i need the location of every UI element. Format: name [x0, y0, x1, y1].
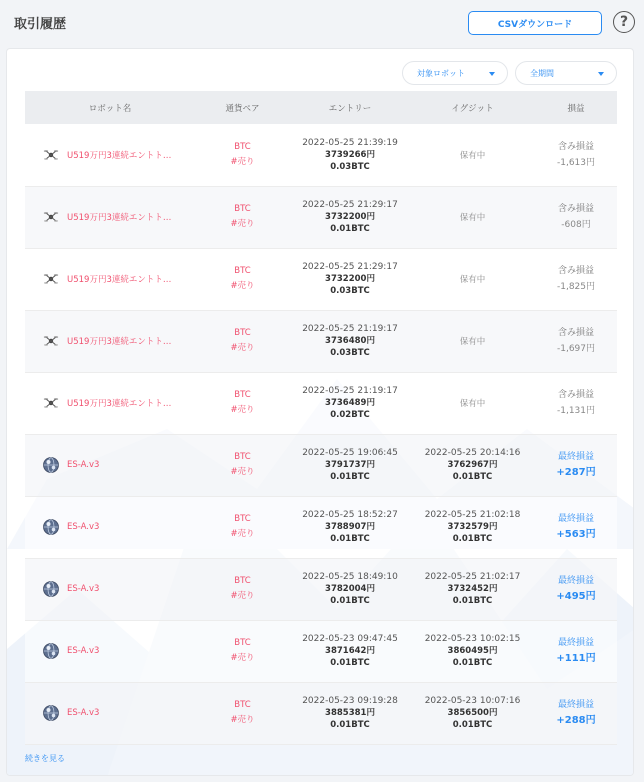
entry-info [290, 137, 410, 173]
entry-datetime: 2022-05-25 19:06:45 [302, 448, 398, 458]
robot-name[interactable]: U519万円3連続エントト… [67, 213, 172, 223]
trade-side: #売り [230, 653, 255, 663]
pl-value: -1,697円 [556, 344, 595, 354]
entry-datetime: 2022-05-25 21:29:17 [302, 200, 398, 210]
entry-amount: 0.03BTC [330, 348, 370, 358]
entry-price: 3736489円 [325, 398, 375, 408]
page-header [0, 0, 644, 46]
trade-side: #売り [230, 591, 255, 601]
entry-datetime: 2022-05-25 21:19:17 [302, 386, 398, 396]
currency-pair: BTC [234, 452, 251, 462]
robot-name[interactable]: ES-A.v3 [67, 708, 100, 718]
pl-value: +563円 [556, 529, 596, 540]
entry-price: 3736480円 [325, 336, 375, 346]
robot-cell [25, 434, 195, 496]
robot-name[interactable]: ES-A.v3 [67, 460, 100, 470]
exit-info [410, 447, 535, 483]
pl-value: +287円 [556, 467, 596, 478]
table-row[interactable] [25, 682, 617, 744]
robot-cell [25, 558, 195, 620]
column-header-pl: 損益 [535, 91, 617, 124]
table-row[interactable] [25, 620, 617, 682]
entry-cell [290, 620, 410, 682]
entry-amount: 0.03BTC [330, 161, 370, 172]
entry-cell [290, 558, 410, 620]
exit-info [410, 695, 535, 731]
robot-name[interactable]: U519万円3連続エントト… [67, 337, 172, 347]
trade-side: #売り [230, 156, 255, 167]
robot-cell [25, 620, 195, 682]
entry-info [290, 509, 410, 545]
trade-side: #売り [230, 529, 255, 539]
exit-amount: 0.01BTC [452, 472, 493, 482]
column-header-entry: エントリー [290, 91, 410, 124]
pl-cell [535, 434, 617, 496]
robot-cell [25, 248, 195, 310]
pl-label: 含み損益 [557, 204, 594, 214]
entry-price: 3732200円 [325, 212, 375, 222]
exit-price: 3762967円 [447, 460, 498, 470]
pl-label: 最終損益 [557, 452, 594, 462]
pl-cell [535, 682, 617, 744]
pl-value: +288円 [556, 715, 596, 726]
entry-amount: 0.01BTC [330, 658, 370, 668]
pair-cell [195, 682, 290, 744]
entry-info [290, 447, 410, 483]
robot-name[interactable]: ES-A.v3 [67, 584, 100, 594]
holding-status: 保有中 [459, 213, 486, 223]
exit-price: 3856500円 [447, 708, 498, 718]
pl-label: 含み損益 [557, 266, 594, 276]
robot-filter-label: 対象ロボット [417, 68, 465, 78]
pl-cell [535, 558, 617, 620]
entry-amount: 0.01BTC [330, 720, 370, 730]
robot-name[interactable]: U519万円3連続エントト… [67, 399, 172, 409]
exit-cell [410, 434, 535, 496]
entry-price: 3871642円 [325, 646, 375, 656]
table-header-row [25, 91, 617, 124]
currency-pair: BTC [234, 141, 251, 152]
entry-cell [290, 496, 410, 558]
currency-pair: BTC [234, 266, 251, 276]
trade-side: #売り [230, 405, 255, 415]
robot-name[interactable]: ES-A.v3 [67, 522, 100, 532]
robot-cell [25, 124, 195, 186]
pair-cell [195, 248, 290, 310]
entry-cell [290, 186, 410, 248]
globe-robot-icon [43, 643, 59, 659]
pair-cell [195, 434, 290, 496]
entry-amount: 0.02BTC [330, 410, 370, 420]
exit-cell [410, 310, 535, 372]
entry-info [290, 633, 410, 669]
entry-datetime: 2022-05-25 21:29:17 [302, 262, 398, 272]
pl-cell [535, 496, 617, 558]
entry-info [290, 695, 410, 731]
entry-price: 3788907円 [325, 522, 375, 532]
exit-cell [410, 124, 535, 186]
table-row[interactable] [25, 248, 617, 310]
trade-side: #売り [230, 343, 255, 353]
period-filter-label: 全期間 [530, 68, 554, 78]
entry-cell [290, 682, 410, 744]
entry-info [290, 323, 410, 359]
exit-cell [410, 558, 535, 620]
entry-price: 3732200円 [325, 274, 375, 284]
pl-cell [535, 620, 617, 682]
pl-value: +111円 [556, 653, 596, 664]
currency-pair: BTC [234, 700, 251, 710]
currency-pair: BTC [234, 576, 251, 586]
robot-name[interactable]: ES-A.v3 [67, 646, 100, 656]
globe-robot-icon [43, 457, 59, 473]
holding-status: 保有中 [459, 275, 486, 285]
help-icon[interactable]: ? [613, 11, 635, 33]
pair-cell [195, 558, 290, 620]
entry-amount: 0.03BTC [330, 286, 370, 296]
load-more-link[interactable]: 続きを見る [25, 754, 65, 763]
trade-side: #売り [230, 219, 255, 229]
trade-table [25, 91, 617, 745]
trade-side: #売り [230, 281, 255, 291]
entry-cell [290, 434, 410, 496]
pl-cell [535, 310, 617, 372]
pl-label: 含み損益 [557, 390, 594, 400]
exit-cell [410, 248, 535, 310]
drone-icon [43, 147, 59, 163]
entry-datetime: 2022-05-23 09:19:28 [302, 696, 398, 706]
exit-info [410, 571, 535, 607]
entry-datetime: 2022-05-23 09:47:45 [302, 634, 398, 644]
pl-value: +495円 [556, 591, 596, 602]
entry-amount: 0.01BTC [330, 596, 370, 606]
pl-cell [535, 124, 617, 186]
table-row[interactable] [25, 124, 617, 186]
csv-download-button[interactable]: CSVダウンロード [468, 11, 602, 35]
robot-cell [25, 682, 195, 744]
pair-cell [195, 620, 290, 682]
pl-cell [535, 372, 617, 434]
table-row[interactable] [25, 186, 617, 248]
exit-amount: 0.01BTC [452, 720, 493, 730]
table-row[interactable] [25, 434, 617, 496]
trade-history-card [6, 48, 634, 776]
pl-label: 最終損益 [557, 576, 594, 586]
globe-robot-icon [43, 519, 59, 535]
entry-info [290, 261, 410, 297]
entry-amount: 0.01BTC [330, 472, 370, 482]
pl-label: 含み損益 [557, 328, 594, 338]
pl-cell [535, 186, 617, 248]
entry-cell [290, 310, 410, 372]
chevron-down-icon [598, 72, 604, 76]
entry-cell [290, 124, 410, 186]
holding-status: 保有中 [459, 150, 486, 161]
exit-cell [410, 682, 535, 744]
trade-side: #売り [230, 715, 255, 725]
exit-cell [410, 186, 535, 248]
exit-cell [410, 496, 535, 558]
entry-cell [290, 372, 410, 434]
entry-datetime: 2022-05-25 18:49:10 [302, 572, 398, 582]
holding-status: 保有中 [459, 337, 486, 347]
entry-cell [290, 248, 410, 310]
pl-label: 含み損益 [557, 141, 594, 152]
robot-cell [25, 372, 195, 434]
exit-datetime: 2022-05-25 20:14:16 [424, 448, 521, 458]
pl-value: -1,131円 [556, 406, 595, 416]
pl-label: 最終損益 [557, 514, 594, 524]
exit-price: 3860495円 [447, 646, 498, 656]
entry-amount: 0.01BTC [330, 224, 370, 234]
robot-cell [25, 496, 195, 558]
entry-datetime: 2022-05-25 21:19:17 [302, 324, 398, 334]
exit-amount: 0.01BTC [452, 534, 493, 544]
pl-value: -1,825円 [556, 282, 595, 292]
table-row[interactable] [25, 558, 617, 620]
pair-cell [195, 496, 290, 558]
pl-value: -1,613円 [556, 157, 595, 168]
robot-cell [25, 186, 195, 248]
pl-value: -608円 [561, 220, 591, 230]
exit-info [410, 633, 535, 669]
entry-price: 3739266円 [325, 149, 375, 160]
robot-cell [25, 310, 195, 372]
entry-price: 3791737円 [325, 460, 375, 470]
table-row[interactable] [25, 310, 617, 372]
trade-side: #売り [230, 467, 255, 477]
entry-datetime: 2022-05-25 21:39:19 [302, 137, 398, 148]
drone-icon [43, 209, 59, 225]
robot-name[interactable]: U519万円3連続エントト… [67, 150, 172, 161]
pair-cell [195, 310, 290, 372]
robot-name[interactable]: U519万円3連続エントト… [67, 275, 172, 285]
page-title: 取引履歴 [14, 17, 67, 32]
exit-datetime: 2022-05-25 21:02:18 [424, 510, 521, 520]
drone-icon [43, 395, 59, 411]
column-header-robot: ロボット名 [25, 91, 195, 124]
currency-pair: BTC [234, 514, 251, 524]
exit-price: 3732452円 [447, 584, 498, 594]
currency-pair: BTC [234, 328, 251, 338]
entry-datetime: 2022-05-25 18:52:27 [302, 510, 398, 520]
pl-cell [535, 248, 617, 310]
currency-pair: BTC [234, 204, 251, 214]
robot-filter-select[interactable] [402, 61, 508, 85]
pair-cell [195, 372, 290, 434]
exit-amount: 0.01BTC [452, 658, 493, 668]
drone-icon [43, 271, 59, 287]
entry-info [290, 571, 410, 607]
table-row[interactable] [25, 496, 617, 558]
column-header-exit: イグジット [410, 91, 535, 124]
exit-cell [410, 620, 535, 682]
table-row[interactable] [25, 372, 617, 434]
pair-cell [195, 124, 290, 186]
exit-cell [410, 372, 535, 434]
period-filter-select[interactable] [515, 61, 617, 85]
exit-info [410, 509, 535, 545]
entry-price: 3885381円 [325, 708, 375, 718]
pair-cell [195, 186, 290, 248]
entry-info [290, 199, 410, 235]
exit-datetime: 2022-05-25 21:02:17 [424, 572, 521, 582]
entry-info [290, 385, 410, 421]
entry-amount: 0.01BTC [330, 534, 370, 544]
drone-icon [43, 333, 59, 349]
pl-label: 最終損益 [557, 638, 594, 648]
exit-price: 3732579円 [447, 522, 498, 532]
globe-robot-icon [43, 581, 59, 597]
exit-datetime: 2022-05-23 10:02:15 [424, 634, 521, 644]
column-header-pair: 通貨ペア [195, 91, 290, 124]
pl-label: 最終損益 [557, 700, 594, 710]
entry-price: 3782004円 [325, 584, 375, 594]
currency-pair: BTC [234, 638, 251, 648]
exit-amount: 0.01BTC [452, 596, 493, 606]
holding-status: 保有中 [459, 399, 486, 409]
chevron-down-icon [489, 72, 495, 76]
globe-robot-icon [43, 705, 59, 721]
exit-datetime: 2022-05-23 10:07:16 [424, 696, 521, 706]
currency-pair: BTC [234, 390, 251, 400]
